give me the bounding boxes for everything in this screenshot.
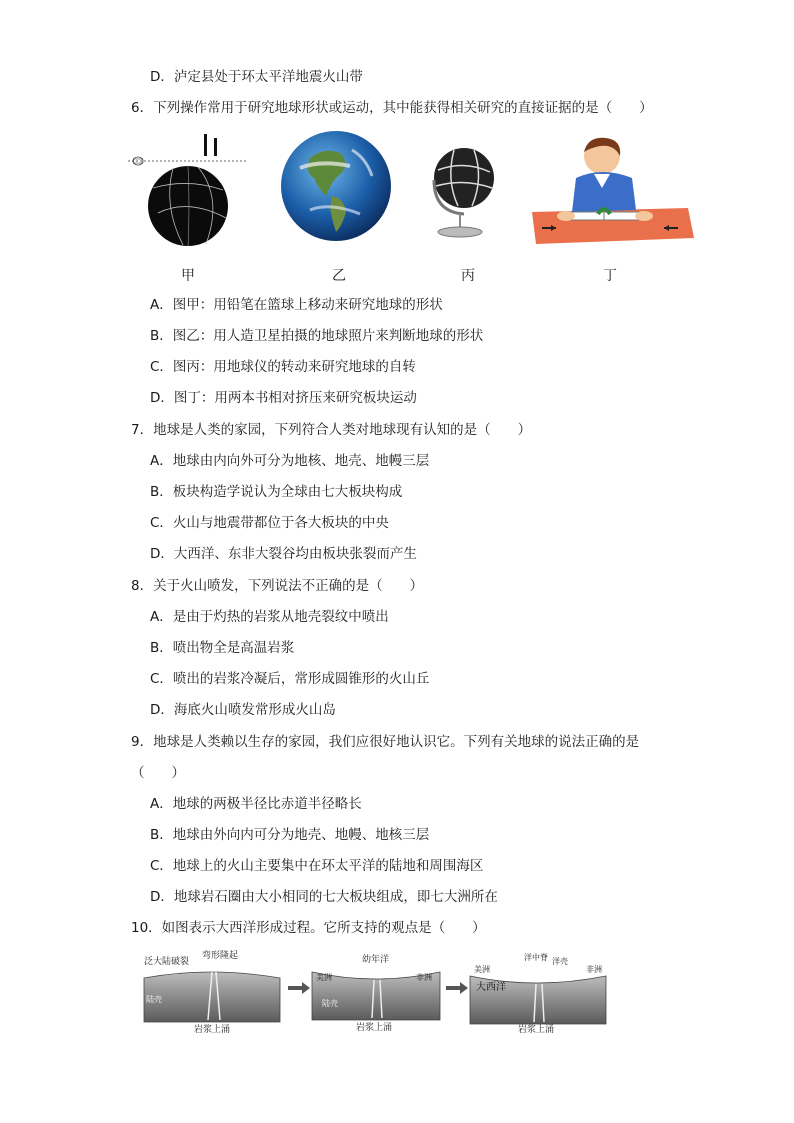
p1-label-pangea: 泛大陆破裂 [144, 957, 190, 967]
q9-option-a: A．地球的两极半径比赤道半径略长 [150, 796, 362, 812]
p3-label-ridge: 洋中脊 [524, 953, 548, 962]
basketball-pencil-icon [128, 128, 248, 248]
p2-label-crust: 陆壳 [322, 999, 338, 1008]
q9-option-c: C．地球上的火山主要集中在环太平洋的陆地和周围海区 [150, 858, 484, 874]
p3-label-africa: 非洲 [586, 965, 602, 974]
p1-label-magma: 岩浆上涌 [194, 1025, 231, 1035]
p2-label-america: 美洲 [316, 973, 332, 982]
q6-option-b: B．图乙：用人造卫星拍摄的地球照片来判断地球的形状 [150, 328, 484, 344]
caption-jia: 甲 [181, 268, 195, 284]
q7-option-c: C．火山与地震带都位于各大板块的中央 [150, 515, 389, 531]
q7-stem: 7．地球是人类的家园，下列符合人类对地球现有认知的是（ ） [131, 422, 532, 438]
caption-ding: 丁 [603, 268, 617, 284]
atlantic-formation-figure [140, 950, 610, 1035]
q6-stem: 6．下列操作常用于研究地球形状或运动，其中能获得相关研究的直接证据的是（ ） [131, 100, 653, 116]
q9-option-d: D．地球岩石圈由大小相同的七大板块组成，即七大洲所在 [150, 889, 498, 905]
p1-label-crust: 陆壳 [146, 995, 162, 1004]
q6-option-c: C．图丙：用地球仪的转动来研究地球的自转 [150, 359, 416, 375]
q8-option-a: A．是由于灼热的岩浆从地壳裂纹中喷出 [150, 609, 389, 625]
stage-3-panel [470, 952, 606, 1035]
q10-stem: 10．如图表示大西洋形成过程。它所支持的观点是（ ） [131, 920, 486, 936]
caption-bing: 丙 [461, 268, 475, 284]
p1-label-uplift: 弯形隆起 [202, 951, 239, 961]
arrow-right-icon [460, 982, 468, 994]
q9-stem: 9．地球是人类赖以生存的家园，我们应很好地认识它。下列有关地球的说法正确的是 [131, 734, 640, 750]
q7-option-a: A．地球由内向外可分为地核、地壳、地幔三层 [150, 453, 430, 469]
q7-option-d: D．大西洋、东非大裂谷均由板块张裂而产生 [150, 546, 417, 562]
pencil-icon [204, 134, 207, 156]
q8-stem: 8．关于火山喷发，下列说法不正确的是（ ） [131, 578, 424, 594]
arrow-right-icon [302, 982, 310, 994]
q7-option-b: B．板块构造学说认为全球由七大板块构成 [150, 484, 403, 500]
p2-label-young-ocean: 幼年洋 [362, 955, 390, 965]
p2-label-africa: 非洲 [416, 973, 432, 982]
p3-label-magma: 岩浆上涌 [518, 1025, 555, 1035]
p3-label-oceanic-crust: 洋壳 [552, 957, 568, 966]
q6-option-a: A．图甲：用铅笔在篮球上移动来研究地球的形状 [150, 297, 443, 313]
earth-photo-icon [280, 128, 392, 244]
q8-option-d: D．海底火山喷发常形成火山岛 [150, 702, 336, 718]
p2-label-magma: 岩浆上涌 [356, 1023, 393, 1033]
caption-yi: 乙 [332, 268, 346, 284]
q8-option-b: B．喷出物全是高温岩浆 [150, 640, 295, 656]
stage-1-panel [144, 950, 280, 1035]
q6-option-d: D．图丁：用两本书相对挤压来研究板块运动 [150, 390, 417, 406]
stage-2-panel [312, 953, 440, 1033]
p3-label-america: 美洲 [474, 965, 490, 974]
globe-icon [420, 140, 504, 240]
q6-figures [128, 128, 698, 248]
q8-option-c: C．喷出的岩浆冷凝后，常形成圆锥形的火山丘 [150, 671, 430, 687]
q5-option-d: D．泸定县处于环太平洋地震火山带 [150, 69, 363, 85]
p3-label-atlantic: 大西洋 [476, 982, 506, 993]
q9-option-b: B．地球由外向内可分为地壳、地幔、地核三层 [150, 827, 430, 843]
q9-stem-cont: （ ） [131, 765, 185, 781]
boy-books-icon [528, 134, 694, 246]
